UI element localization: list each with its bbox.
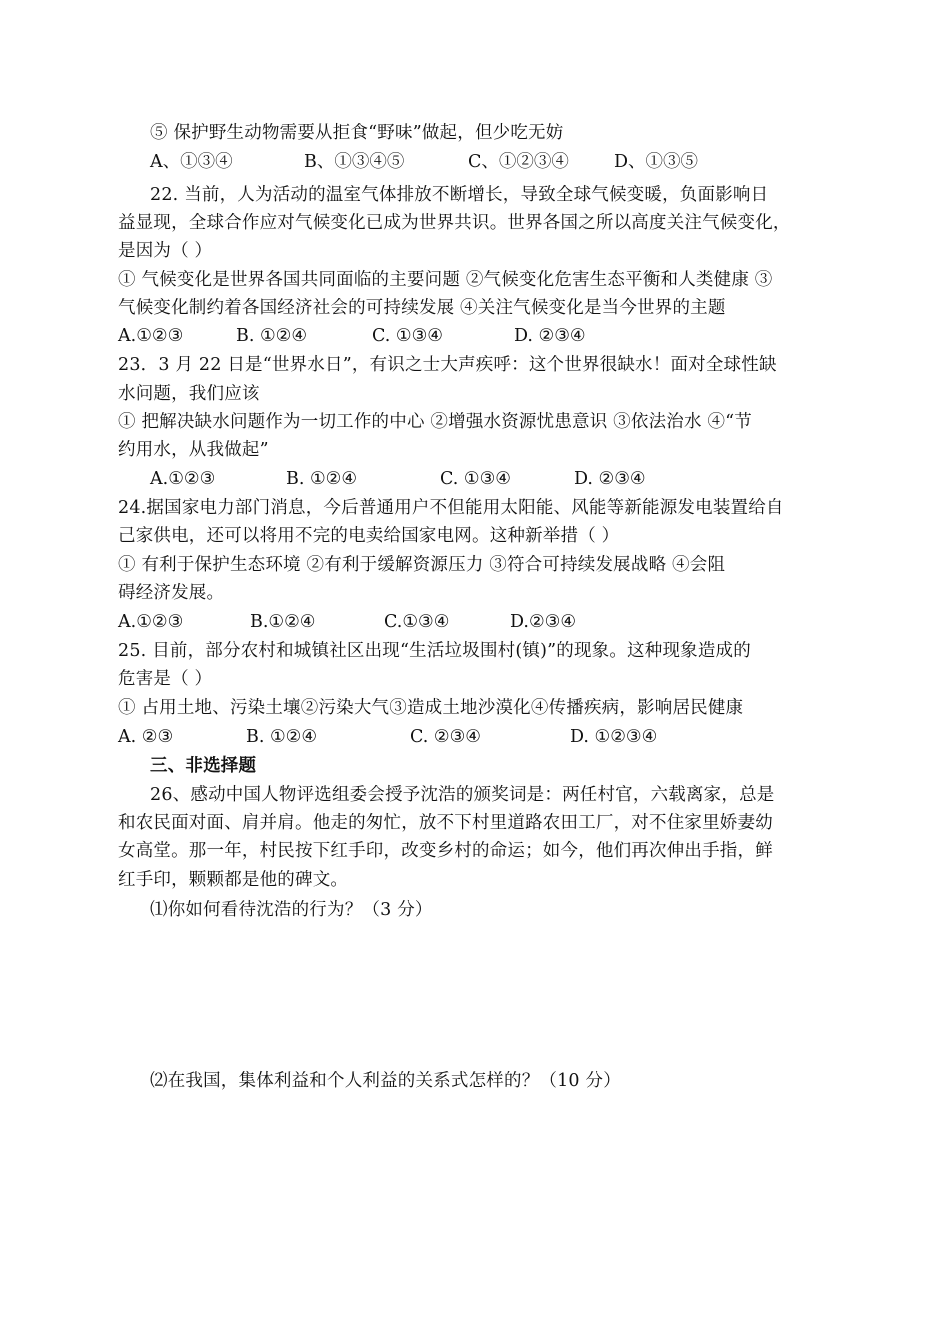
q23-item-line-2: 约用水，从我做起”	[118, 440, 269, 460]
q22-option-b: B. ①②④	[236, 326, 308, 346]
q24-stem-line-2: 己家供电，还可以将用不完的电卖给国家电网。这种新举措（ ）	[118, 526, 620, 546]
q25-option-b: B. ①②④	[246, 727, 318, 747]
q26-stem-line-1: 26、感动中国人物评选组委会授予沈浩的颁奖词是：两任村官，六载离家，总是	[150, 785, 775, 805]
q22-item-line-2: 气候变化制约着各国经济社会的可持续发展 ④关注气候变化是当今世界的主题	[118, 298, 726, 318]
q25-option-d: D. ①②③④	[570, 727, 658, 747]
q22-stem-line-2: 益显现，全球合作应对气候变化已成为世界共识。世界各国之所以高度关注气候变化，	[118, 213, 791, 233]
section-heading: 三、非选择题	[150, 756, 257, 776]
q21-option-a: A、①③④	[150, 152, 233, 172]
q26-stem-line-4: 红手印，颗颗都是他的碑文。	[118, 870, 349, 890]
q21-option-d: D、①③⑤	[614, 152, 699, 172]
q22-option-c: C. ①③④	[372, 326, 443, 346]
q23-stem-line-1: 23．3 月 22 日是“世界水日”，有识之士大声疾呼：这个世界很缺水！面对全球性缺	[118, 355, 777, 375]
q25-item-line-1: ① 占用土地、污染土壤②污染大气③造成土地沙漠化④传播疾病，影响居民健康	[118, 698, 744, 718]
q25-stem-line-2: 危害是（ ）	[118, 669, 213, 689]
q22-option-a: A.①②③	[118, 326, 184, 346]
q25-option-c: C. ②③④	[410, 727, 481, 747]
q26-stem-line-2: 和农民面对面、肩并肩。他走的匆忙，放不下村里道路农田工厂，对不住家里娇妻幼	[118, 813, 773, 833]
q22-item-line-1: ① 气候变化是世界各国共同面临的主要问题 ②气候变化危害生态平衡和人类健康 ③	[118, 270, 773, 290]
q22-stem-line-3: 是因为（ ）	[118, 241, 213, 261]
q21-option-b: B、①③④⑤	[304, 152, 405, 172]
q23-stem-line-2: 水问题，我们应该	[118, 384, 260, 404]
q23-option-b: B. ①②④	[286, 469, 358, 489]
q25-option-a: A. ②③	[118, 727, 174, 747]
q24-stem-line-1: 24.据国家电力部门消息，今后普通用户不但能用太阳能、风能等新能源发电装置给自	[118, 498, 784, 518]
q26-sub-question-1: ⑴你如何看待沈浩的行为？（3 分）	[150, 900, 433, 920]
q23-option-a: A.①②③	[150, 469, 216, 489]
q24-option-b: B.①②④	[250, 612, 316, 632]
q21-item-5: ⑤ 保护野生动物需要从拒食“野味”做起，但少吃无妨	[150, 123, 564, 143]
q24-item-line-2: 碍经济发展。	[118, 583, 225, 603]
q26-stem-line-3: 女高堂。那一年，村民按下红手印，改变乡村的命运；如今，他们再次伸出手指，鲜	[118, 841, 773, 861]
q25-stem-line-1: 25. 目前，部分农村和城镇社区出现“生活垃圾围村(镇)”的现象。这种现象造成的	[118, 641, 751, 661]
q26-sub-question-2: ⑵在我国，集体利益和个人利益的关系式怎样的？（10 分）	[150, 1071, 621, 1091]
q22-option-d: D. ②③④	[514, 326, 586, 346]
q24-option-a: A.①②③	[118, 612, 184, 632]
q23-option-d: D. ②③④	[574, 469, 646, 489]
q23-option-c: C. ①③④	[440, 469, 511, 489]
q21-option-c: C、①②③④	[468, 152, 569, 172]
q23-item-line-1: ① 把解决缺水问题作为一切工作的中心 ②增强水资源忧患意识 ③依法治水 ④“节	[118, 412, 752, 432]
q24-item-line-1: ① 有利于保护生态环境 ②有利于缓解资源压力 ③符合可持续发展战略 ④会阻	[118, 555, 726, 575]
q22-stem-line-1: 22. 当前，人为活动的温室气体排放不断增长，导致全球气候变暖，负面影响日	[150, 185, 769, 205]
q24-option-c: C.①③④	[384, 612, 450, 632]
q24-option-d: D.②③④	[510, 612, 577, 632]
